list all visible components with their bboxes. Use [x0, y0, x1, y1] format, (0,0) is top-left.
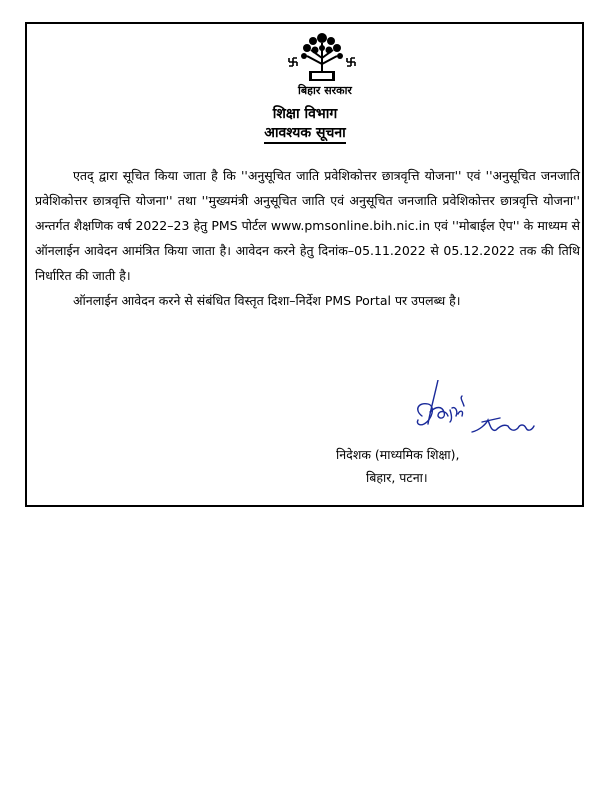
notice-subject — [0, 123, 610, 142]
notice-body — [35, 163, 580, 313]
signatory-title: निदेशक (माध्यमिक शिक्षा), — [336, 447, 460, 462]
bihar-emblem-icon — [279, 28, 365, 86]
handwritten-signature — [400, 380, 560, 450]
signatory-place: बिहार, पटना। — [366, 470, 428, 485]
notice-paragraph: एतद् द्वारा सूचित किया जाता है कि ''अनुसूचित जाति प्रवेशिकोत्तर छात्रवृत्ति योजना'' एवं ''अनुसूचित जनजाति प्रवेशिकोत्तर छात्रवृत्ति योजना'' तथा ''मुख्यमंत्री अनुसूचित जाति एवं अनुसूचित जनजाति प्रवेशिकोत्तर छात्रवृत्ति योजना'' अन्तर्गत शैक्षणिक वर्ष 2022–23 हेतु PMS पोर्टल www.pmsonline.bih.nic.in एवं ''मोबाईल ऐप'' के माध्यम से ऑनलाईन आवेदन आमंत्रित किया जाता है। आवेदन करने हेतु दिनांक–05.11.2022 से 05.12.2022 तक की तिथि निर्धारित की जाती है। — [35, 168, 580, 283]
department-name: शिक्षा विभाग — [272, 106, 338, 122]
notice-paragraph: ऑनलाईन आवेदन करने से संबंधित विस्तृत दिशा–निर्देश PMS Portal पर उपलब्ध है। — [73, 293, 461, 308]
notice-subject-text: आवश्यक सूचना — [264, 125, 346, 144]
emblem-caption: बिहार सरकार — [298, 84, 352, 97]
